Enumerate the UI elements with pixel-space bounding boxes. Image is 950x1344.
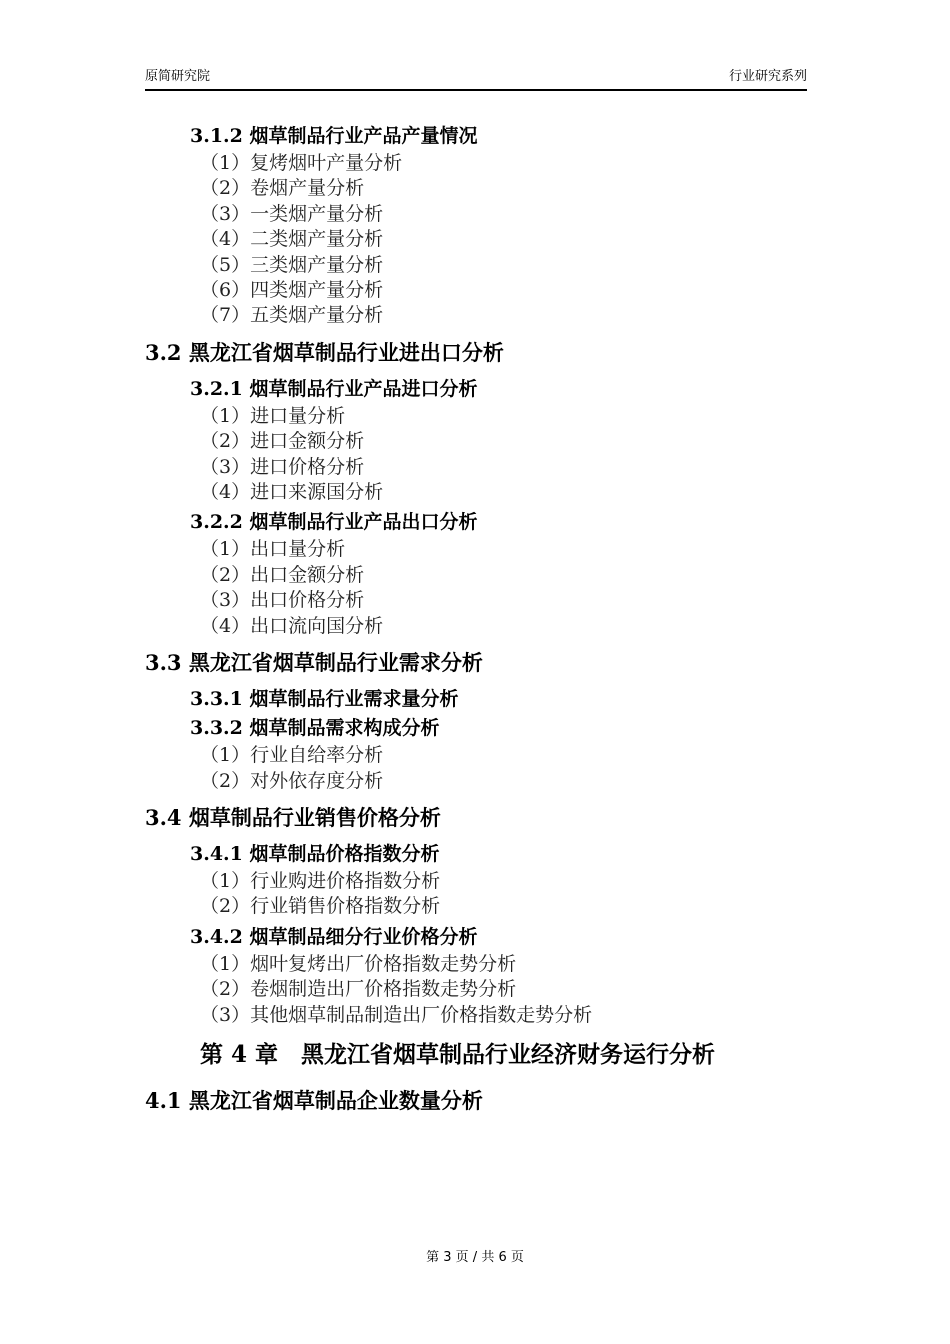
list-item: （1）烟叶复烤出厂价格指数走势分析: [200, 952, 517, 975]
list-item: （1）行业购进价格指数分析: [200, 869, 441, 892]
list-item: （3）进口价格分析: [200, 455, 365, 478]
list-item: （1）复烤烟叶产量分析: [200, 152, 403, 174]
list-item: （2）卷烟制造出厂价格指数走势分析: [200, 978, 517, 1001]
subsection-heading: 3.3.2 烟草制品需求构成分析: [190, 717, 440, 740]
list-item: （4）进口来源国分析: [200, 481, 384, 504]
subsection-heading: 3.2.1 烟草制品行业产品进口分析: [190, 377, 478, 400]
list-item: （1）进口量分析: [200, 404, 346, 427]
document-body: [145, 119, 810, 1125]
section-heading: 3.4 烟草制品行业销售价格分析: [145, 804, 441, 830]
list-item: （3）其他烟草制品制造出厂价格指数走势分析: [200, 1003, 593, 1026]
list-item: （4）出口流向国分析: [200, 614, 384, 637]
section-heading: 3.2 黑龙江省烟草制品行业进出口分析: [145, 339, 504, 365]
list-item: （1）行业自给率分析: [200, 744, 384, 767]
subsection-heading: 3.3.1 烟草制品行业需求量分析: [190, 688, 459, 711]
list-item: （4）二类烟产量分析: [200, 228, 384, 251]
list-item: （2）对外依存度分析: [200, 769, 384, 792]
list-item: （7）五类烟产量分析: [200, 304, 384, 327]
header-left-text: 原简研究院: [145, 69, 211, 84]
list-item: （2）行业销售价格指数分析: [200, 895, 441, 918]
list-item: （5）三类烟产量分析: [200, 253, 384, 276]
subsection-heading: 3.4.2 烟草制品细分行业价格分析: [190, 925, 478, 948]
chapter-heading: 第 4 章 黑龙江省烟草制品行业经济财务运行分析: [200, 1040, 716, 1068]
subsection-heading: 3.4.1 烟草制品价格指数分析: [190, 842, 440, 865]
list-item: （3）一类烟产量分析: [200, 202, 384, 225]
page-footer: [0, 1246, 950, 1265]
page-number: 第 3 页 / 共 6 页: [426, 1250, 524, 1265]
section-heading: 3.3 黑龙江省烟草制品行业需求分析: [145, 650, 483, 676]
section-heading: 4.1 黑龙江省烟草制品企业数量分析: [145, 1087, 483, 1113]
list-item: （3）出口价格分析: [200, 589, 365, 612]
list-item: （2）卷烟产量分析: [200, 177, 365, 200]
list-item: （6）四类烟产量分析: [200, 279, 384, 302]
subsection-heading: 3.1.2 烟草制品行业产品产量情况: [190, 125, 478, 147]
subsection-heading: 3.2.2 烟草制品行业产品出口分析: [190, 511, 478, 534]
list-item: （2）出口金额分析: [200, 563, 365, 586]
list-item: （1）出口量分析: [200, 538, 346, 561]
list-item: （2）进口金额分析: [200, 430, 365, 453]
page-header: [145, 68, 807, 91]
header-right-text: 行业研究系列: [728, 69, 807, 84]
